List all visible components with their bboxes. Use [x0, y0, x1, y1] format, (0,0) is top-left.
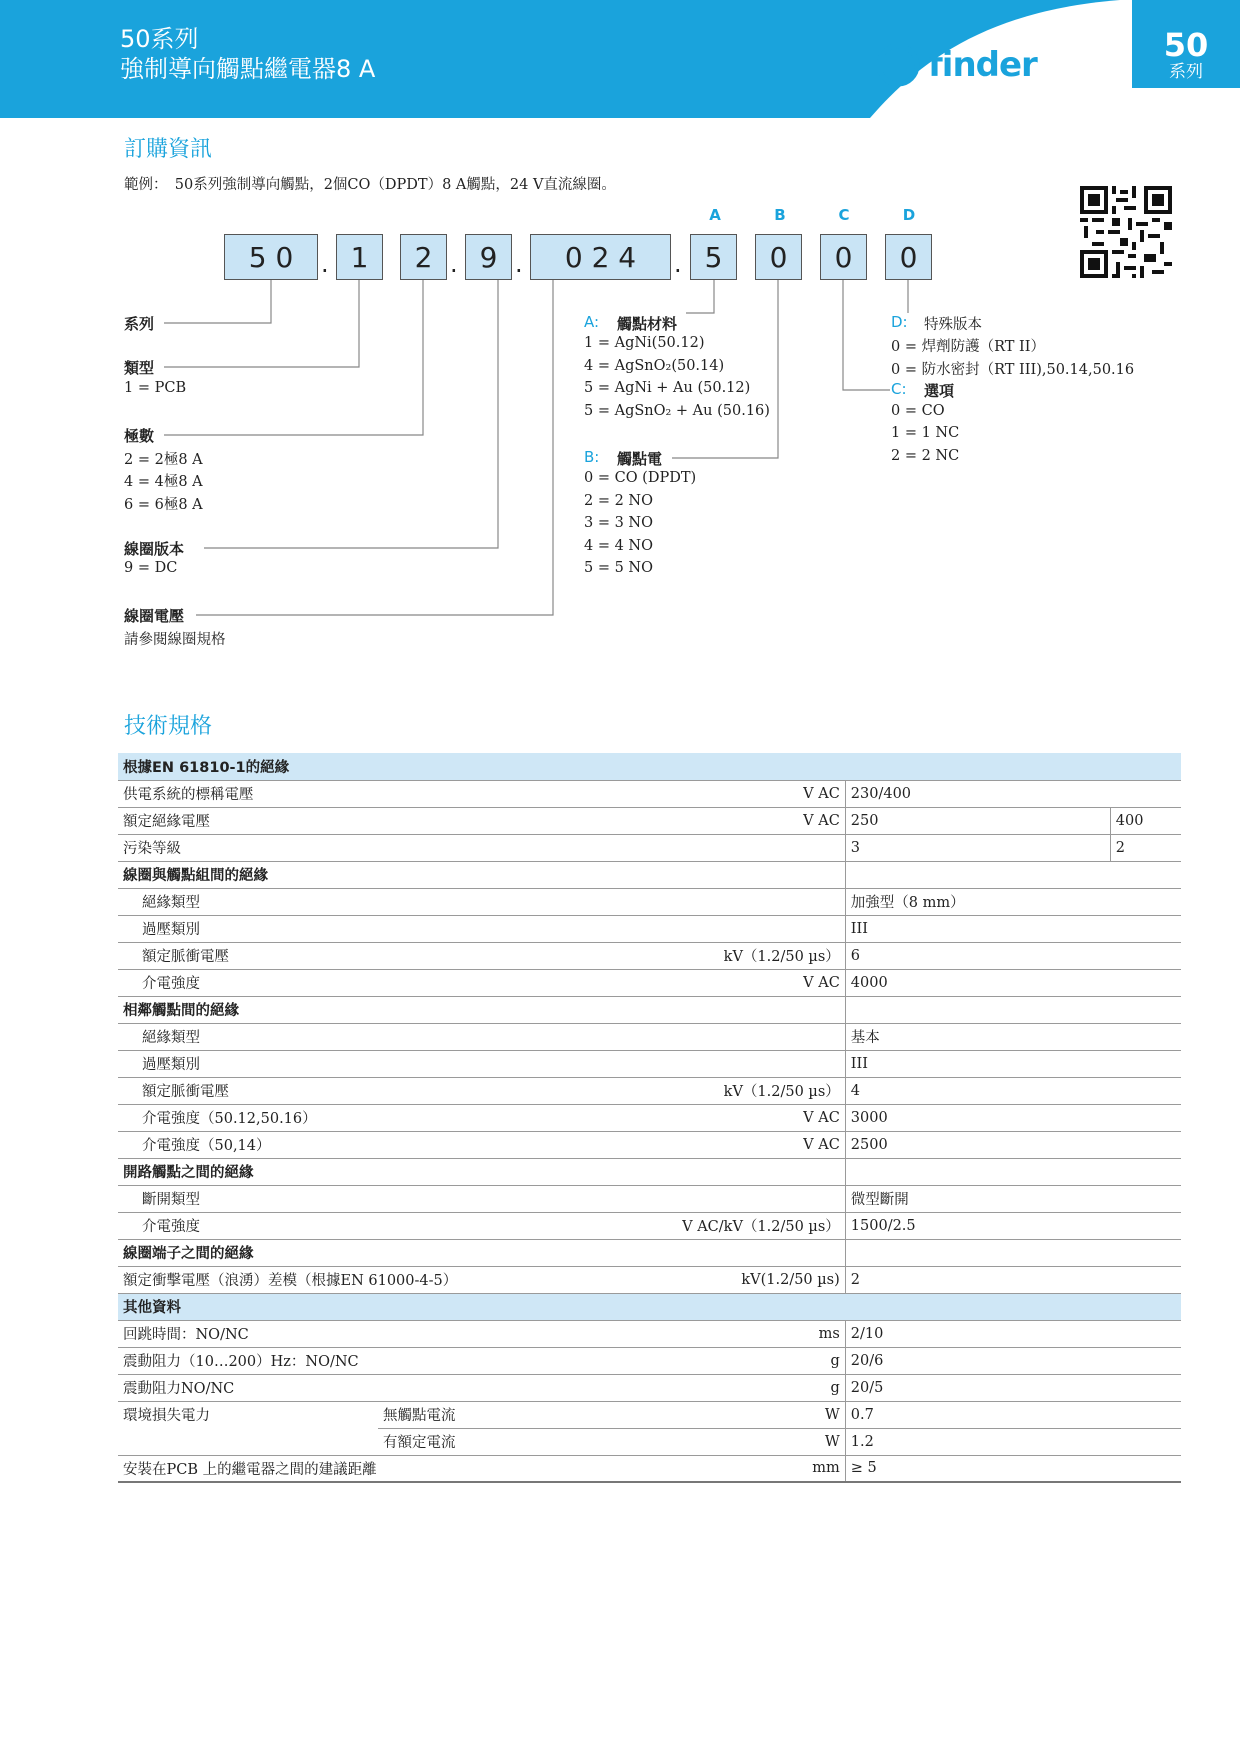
code-box-type: 1: [336, 234, 383, 280]
title-line-2: 強制導向觸點繼電器8 A: [120, 55, 376, 83]
table-cell: 開路觸點之間的絕緣: [118, 1158, 845, 1185]
label-b-item: 5 = 5 NO: [584, 560, 654, 576]
table-row: [118, 1158, 1181, 1185]
code-letter-d: D: [902, 206, 916, 224]
table-cell: 介電強度（50,14）: [118, 1131, 534, 1158]
table-cell: 1500/2.5: [845, 1212, 1181, 1239]
table-cell: 線圈端子之間的絕緣: [118, 1239, 845, 1266]
label-coil-voltage-note: 請參閱線圈規格: [124, 632, 226, 648]
table-cell: [534, 1023, 845, 1050]
label-c-item: 1 = 1 NC: [891, 425, 960, 441]
table-row: [118, 1050, 1181, 1077]
label-a-item: 5 = AgSnO₂ + Au (50.16): [584, 403, 770, 419]
specs-title: 技術規格: [124, 714, 213, 739]
table-cell: [534, 1185, 845, 1212]
code-separator: .: [450, 250, 458, 278]
code-letter-c: C: [838, 206, 850, 224]
table-cell: V AC/kV（1.2/50 µs）: [534, 1212, 845, 1239]
title-line-1: 50系列: [120, 25, 199, 53]
code-box-b: 0: [755, 234, 802, 280]
table-cell: ms: [534, 1320, 845, 1347]
table-cell: 震動阻力NO/NC: [118, 1374, 534, 1401]
table-row: [118, 942, 1181, 969]
label-c-title: 選項: [924, 382, 955, 400]
specs-table: [118, 753, 1181, 1483]
table-cell: ≥ 5: [845, 1455, 1181, 1482]
table-row: [118, 1320, 1181, 1347]
table-row: [118, 1428, 1181, 1455]
label-d-key: D:: [891, 313, 908, 331]
label-a-title: 觸點材料: [617, 315, 678, 333]
label-coil-voltage: 線圈電壓: [124, 607, 185, 625]
table-row: [118, 996, 1181, 1023]
table-cell: 線圈與觸點組間的絕緣: [118, 861, 845, 888]
label-type-1: 1 = PCB: [124, 380, 187, 396]
code-letter-a: A: [709, 206, 721, 224]
table-cell: g: [534, 1347, 845, 1374]
label-b-key: B:: [584, 448, 600, 466]
table-row: [118, 1023, 1181, 1050]
table-cell: 微型斷開: [845, 1185, 1181, 1212]
table-cell: 額定絕緣電壓: [118, 807, 534, 834]
label-poles-6: 6 = 6極8 A: [124, 497, 203, 513]
table-row: [118, 834, 1181, 861]
label-coil-version-9: 9 = DC: [124, 560, 178, 576]
label-c-item: 2 = 2 NC: [891, 448, 960, 464]
code-box-c: 0: [820, 234, 867, 280]
table-row: [118, 888, 1181, 915]
table-cell: 環境損失電力: [123, 1408, 210, 1425]
table-cell: 20/6: [845, 1347, 1181, 1374]
label-coil-version: 線圈版本: [124, 540, 185, 558]
ordering-example: 範例： 50系列強制導向觸點，2個CO（DPDT）8 A觸點，24 V直流線圈。: [124, 177, 616, 193]
table-cell: 安裝在PCB 上的繼電器之間的建議距離: [118, 1455, 534, 1482]
label-b-item: 3 = 3 NO: [584, 515, 654, 531]
ordering-title: 訂購資訊: [124, 137, 213, 162]
table-cell: 250: [845, 807, 1110, 834]
table-row: [118, 915, 1181, 942]
table-cell: 0.7: [845, 1401, 1181, 1428]
table-cell: 介電強度（50.12,50.16）: [118, 1104, 534, 1131]
table-cell: [845, 861, 1181, 888]
table-cell: 基本: [845, 1023, 1181, 1050]
code-box-coil-version: 9: [465, 234, 512, 280]
table-cell: 3000: [845, 1104, 1181, 1131]
table-cell: [118, 1428, 378, 1455]
table-cell: III: [845, 1050, 1181, 1077]
table-cell: V AC: [534, 969, 845, 996]
table-cell: 污染等級: [118, 834, 534, 861]
table-cell: V AC: [534, 780, 845, 807]
table-cell: [845, 996, 1181, 1023]
table-cell: 絕緣類型: [118, 888, 534, 915]
table-cell: 20/5: [845, 1374, 1181, 1401]
code-box-a: 5: [690, 234, 737, 280]
table-cell: 其他資料: [118, 1293, 1181, 1320]
table-cell: W: [534, 1401, 845, 1428]
table-cell: V AC: [534, 807, 845, 834]
series-number: 50: [1163, 26, 1209, 64]
label-type: 類型: [124, 359, 155, 377]
code-box-d: 0: [885, 234, 932, 280]
table-cell: kV（1.2/50 µs）: [534, 1077, 845, 1104]
table-cell: g: [534, 1374, 845, 1401]
label-a-item: 4 = AgSnO₂(50.14): [584, 358, 725, 374]
table-cell: 過壓類別: [118, 915, 534, 942]
table-cell: [534, 915, 845, 942]
table-row: [118, 1347, 1181, 1374]
label-a-item: 5 = AgNi + Au (50.12): [584, 380, 751, 396]
code-separator: .: [515, 250, 523, 278]
table-cell: 有額定電流: [378, 1428, 534, 1455]
table-row: [118, 1131, 1181, 1158]
code-letter-b: B: [774, 206, 786, 224]
table-cell: 2500: [845, 1131, 1181, 1158]
table-cell: 2/10: [845, 1320, 1181, 1347]
table-cell: III: [845, 915, 1181, 942]
table-row: [118, 1104, 1181, 1131]
table-cell: 介電強度: [118, 969, 534, 996]
table-cell: kV(1.2/50 µs): [534, 1266, 845, 1293]
label-d-title: 特殊版本: [924, 317, 982, 333]
table-cell: [534, 1050, 845, 1077]
table-cell: 供電系統的標稱電壓: [118, 780, 534, 807]
table-cell: 400: [1110, 807, 1181, 834]
table-cell: 過壓類別: [118, 1050, 534, 1077]
label-poles-2: 2 = 2極8 A: [124, 452, 203, 468]
table-cell: 斷開類型: [118, 1185, 534, 1212]
table-cell: 230/400: [845, 780, 1181, 807]
code-separator: .: [674, 250, 682, 278]
label-c-item: 0 = CO: [891, 403, 945, 419]
label-d-item: 0 = 防水密封（RT III),50.14,50.16: [891, 362, 1135, 378]
table-cell: [534, 888, 845, 915]
table-cell: 震動阻力（10…200）Hz：NO/NC: [118, 1347, 534, 1374]
table-cell: 額定脈衝電壓: [118, 1077, 534, 1104]
table-cell: W: [534, 1428, 845, 1455]
label-b-item: 2 = 2 NO: [584, 493, 654, 509]
table-cell: V AC: [534, 1131, 845, 1158]
table-cell: 絕緣類型: [118, 1023, 534, 1050]
table-row: [118, 753, 1181, 780]
table-cell: 額定脈衝電壓: [118, 942, 534, 969]
table-row: [118, 1455, 1181, 1482]
table-row: [118, 1077, 1181, 1104]
table-cell: 回跳時間：NO/NC: [118, 1320, 534, 1347]
table-cell: 2: [1110, 834, 1181, 861]
code-box-series: 5 0: [224, 234, 318, 280]
table-cell: 1.2: [845, 1428, 1181, 1455]
label-series: 系列: [124, 315, 155, 333]
code-separator: .: [321, 250, 329, 278]
table-cell: 6: [845, 942, 1181, 969]
table-row: [118, 969, 1181, 996]
table-row: [118, 1374, 1181, 1401]
label-b-title: 觸點電: [617, 450, 663, 468]
logo-text: finder: [928, 45, 1037, 85]
table-cell: V AC: [534, 1104, 845, 1131]
table-row: [118, 1212, 1181, 1239]
table-row: [118, 807, 1181, 834]
table-row: [118, 1239, 1181, 1266]
label-poles: 極數: [124, 427, 155, 445]
table-row: [118, 861, 1181, 888]
label-b-item: 4 = 4 NO: [584, 538, 654, 554]
table-cell: 額定衝擊電壓（浪湧）差模（根據EN 61000-4-5）: [118, 1266, 534, 1293]
table-cell: 無觸點電流: [378, 1401, 534, 1428]
table-row: [118, 1266, 1181, 1293]
table-cell: 4: [845, 1077, 1181, 1104]
label-c-key: C:: [891, 380, 907, 398]
label-a-key: A:: [584, 313, 600, 331]
table-cell: 4000: [845, 969, 1181, 996]
table-cell: 根據EN 61810-1的絕緣: [118, 753, 1181, 780]
label-poles-4: 4 = 4極8 A: [124, 474, 203, 490]
table-row: [118, 780, 1181, 807]
code-box-poles: 2: [400, 234, 447, 280]
label-d-item: 0 = 焊劑防護（RT II）: [891, 339, 1045, 355]
table-cell: [845, 1158, 1181, 1185]
table-row: [118, 1293, 1181, 1320]
table-cell: [534, 834, 845, 861]
table-row: [118, 1185, 1181, 1212]
table-row: [118, 1401, 1181, 1428]
table-cell: 2: [845, 1266, 1181, 1293]
table-cell: 3: [845, 834, 1110, 861]
table-cell: [845, 1239, 1181, 1266]
series-label: 系列: [1169, 62, 1203, 82]
label-b-item: 0 = CO (DPDT): [584, 470, 697, 486]
table-cell: 相鄰觸點間的絕緣: [118, 996, 845, 1023]
table-cell: mm: [534, 1455, 845, 1482]
code-box-coil-voltage: 0 2 4: [530, 234, 671, 280]
label-a-item: 1 = AgNi(50.12): [584, 335, 705, 351]
table-cell: 加強型（8 mm）: [845, 888, 1181, 915]
table-cell: 介電強度: [118, 1212, 534, 1239]
table-cell: kV（1.2/50 µs）: [534, 942, 845, 969]
